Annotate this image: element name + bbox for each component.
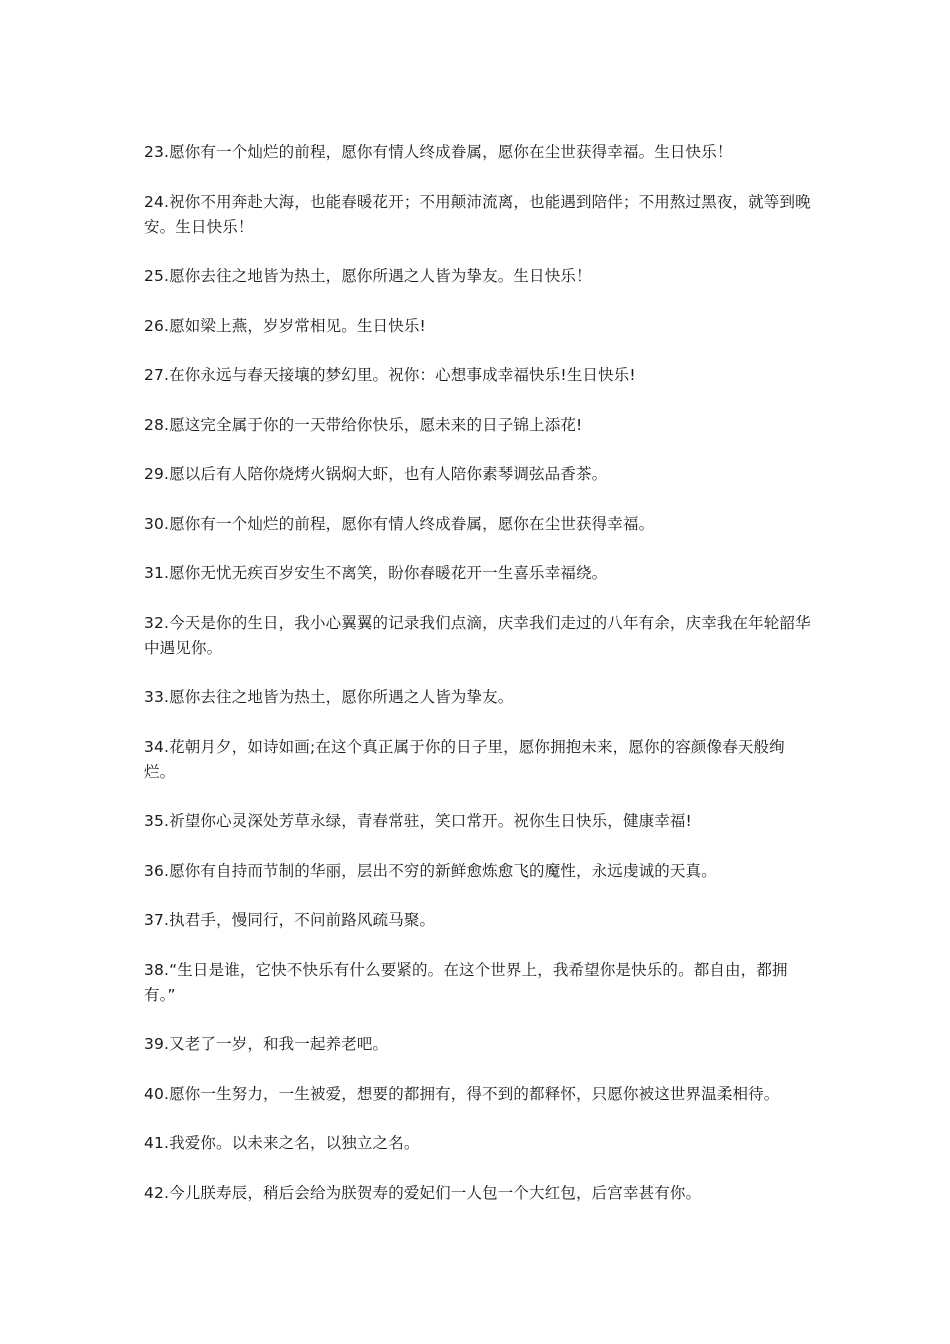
list-item: 23.愿你有一个灿烂的前程，愿你有情人终成眷属，愿你在尘世获得幸福。生日快乐！: [144, 143, 733, 161]
list-item: 31.愿你无忧无疾百岁安生不离笑，盼你春暖花开一生喜乐幸福绕。: [144, 564, 608, 582]
list-item: 32.今天是你的生日，我小心翼翼的记录我们点滴，庆幸我们走过的八年有余，庆幸我在年轮韶华中遇见你。: [144, 613, 811, 657]
list-item: 33.愿你去往之地皆为热土，愿你所遇之人皆为挚友。: [144, 688, 514, 706]
list-item: 39.又老了一岁，和我一起养老吧。: [144, 1035, 389, 1053]
list-item: 38.“生日是谁，它快不快乐有什么要紧的。在这个世界上，我希望你是快乐的。都自由，都拥有。”: [144, 960, 788, 1004]
list-item: 28.愿这完全属于你的一天带给你快乐，愿未来的日子锦上添花!: [144, 415, 583, 434]
list-item: 35.祈望你心灵深处芳草永绿，青春常驻，笑口常开。祝你生日快乐，健康幸福!: [144, 812, 692, 830]
list-item: 25.愿你去往之地皆为热土，愿你所遇之人皆为挚友。生日快乐！: [144, 267, 592, 285]
list-item: 41.我爱你。以未来之名，以独立之名。: [144, 1134, 420, 1152]
list-item: 24.祝你不用奔赴大海，也能春暖花开；不用颠沛流离，也能遇到陪伴；不用熬过黑夜，就等到晚安。生日快乐！: [144, 192, 811, 236]
list-item: 37.执君手，慢同行，不问前路风疏马聚。: [144, 911, 436, 929]
list-item: 40.愿你一生努力，一生被爱，想要的都拥有，得不到的都释怀，只愿你被这世界温柔相待。: [144, 1084, 780, 1103]
list-item: 34.花朝月夕，如诗如画;在这个真正属于你的日子里，愿你拥抱未来，愿你的容颜像春天般绚烂。: [144, 737, 785, 781]
list-item: 36.愿你有自持而节制的华丽，层出不穷的新鲜愈炼愈飞的魔性，永远虔诚的天真。: [144, 861, 717, 880]
list-item: 30.愿你有一个灿烂的前程，愿你有情人终成眷属，愿你在尘世获得幸福。: [144, 514, 655, 533]
document-body: [144, 140, 816, 1230]
list-item: 29.愿以后有人陪你烧烤火锅焖大虾，也有人陪你素琴调弦品香茶。: [144, 465, 608, 483]
list-item: 26.愿如梁上燕，岁岁常相见。生日快乐!: [144, 316, 426, 335]
list-item: 42.今儿朕寿辰，稍后会给为朕贺寿的爱妃们一人包一个大红包，后宫幸甚有你。: [144, 1183, 702, 1202]
list-item: 27.在你永远与春天接壤的梦幻里。祝你：心想事成幸福快乐!生日快乐!: [144, 366, 636, 384]
